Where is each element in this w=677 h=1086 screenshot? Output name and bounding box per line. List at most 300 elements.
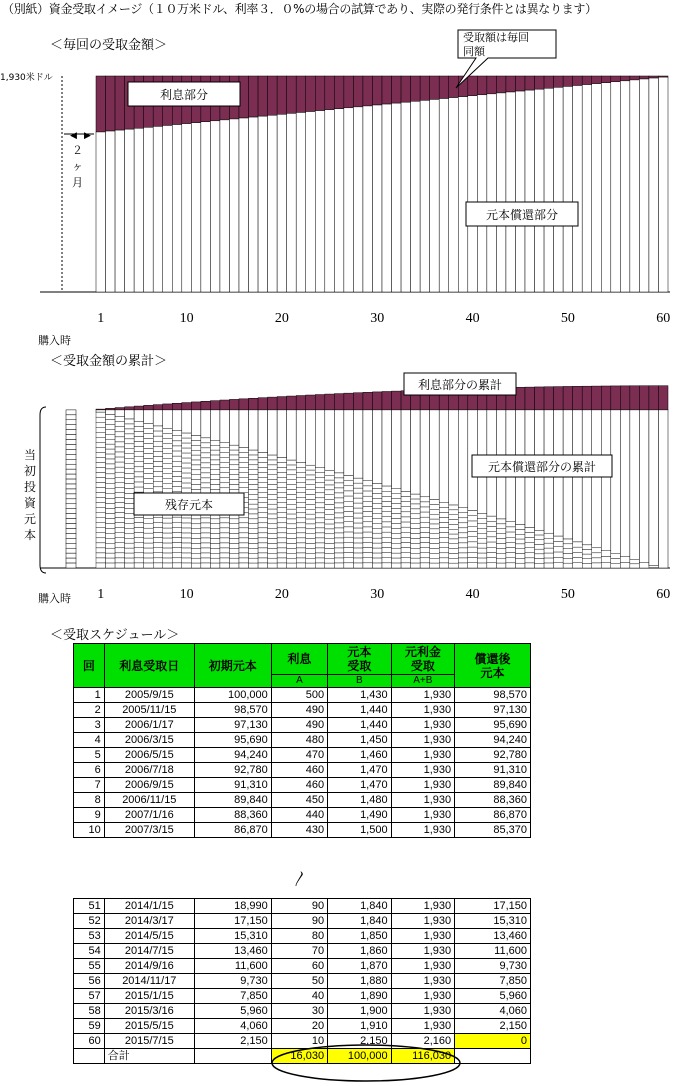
chart1-principal-bar: [401, 102, 411, 292]
chart2-remaining-cell: [315, 473, 325, 478]
chart2-remaining-cell: [353, 533, 363, 538]
chart2-interest-bar: [535, 387, 545, 410]
total-cell: [74, 1049, 105, 1064]
chart2-remaining-cell: [115, 538, 125, 543]
chart2-remaining-cell: [430, 500, 440, 505]
chart2-remaining-cell: [134, 457, 144, 462]
table-cell: 2015/3/16: [104, 1004, 194, 1019]
chart2-remaining-cell: [449, 510, 459, 515]
chart2-remaining-cell: [353, 523, 363, 528]
chart2-remaining-cell: [458, 538, 468, 543]
chart2-remaining-cell: [372, 548, 382, 553]
chart1-interest-bar: [325, 76, 335, 110]
chart2-initial-cell: [66, 415, 76, 420]
chart2-interest-bar: [392, 391, 402, 410]
chart2-interest-bar: [249, 398, 259, 410]
chart2-remaining-cell: [496, 563, 506, 568]
chart2-remaining-cell: [325, 563, 335, 568]
table-cell: 5,960: [455, 989, 531, 1004]
chart2-remaining-cell: [153, 538, 163, 543]
chart2-remaining-cell: [106, 459, 116, 464]
table-cell: 97,130: [455, 703, 531, 718]
table-row: [74, 959, 531, 974]
table-cell: 1,930: [391, 808, 455, 823]
chart2-remaining-cell: [382, 542, 392, 547]
chart1-interest-bar: [353, 76, 363, 107]
chart2-principal-bar: [315, 410, 325, 468]
chart1-principal-bar: [382, 104, 392, 292]
chart1-principal-bar: [439, 98, 449, 292]
chart2-remaining-cell: [392, 553, 402, 558]
table-row: [74, 1019, 531, 1034]
chart2-interest-bar: [239, 399, 249, 410]
table-row: [74, 899, 531, 914]
table-cell: 1,930: [391, 914, 455, 929]
table-cell: 10: [74, 823, 105, 838]
chart2-remaining-cell: [191, 553, 201, 558]
chart2-interest-bar: [382, 391, 392, 409]
chart2-remaining-cell: [411, 553, 421, 558]
chart2-remaining-cell: [163, 473, 173, 478]
chart2-remaining-cell: [382, 507, 392, 512]
chart2-remaining-cell: [258, 488, 268, 493]
chart2-principal-bar: [411, 410, 421, 494]
chart2-remaining-cell: [220, 478, 230, 483]
chart2-remaining-cell: [134, 431, 144, 436]
table-cell: 1,470: [328, 778, 392, 793]
chart2-remaining-cell: [363, 496, 373, 501]
chart1-interest-bar: [496, 76, 506, 93]
chart1-interest-bar: [649, 76, 659, 78]
chart2-remaining-cell: [363, 532, 373, 537]
chart2-remaining-cell: [96, 548, 106, 553]
chart2-remaining-cell: [506, 547, 516, 552]
chart2-remaining-cell: [115, 553, 125, 558]
chart2-remaining-cell: [372, 493, 382, 498]
chart2-remaining-cell: [430, 519, 440, 524]
chart2-remaining-cell: [220, 548, 230, 553]
table-cell: 2014/5/15: [104, 929, 194, 944]
chart2-remaining-cell: [268, 465, 278, 470]
chart2-remaining-cell: [306, 553, 316, 558]
chart1-principal-bar: [449, 98, 459, 292]
chart2-remaining-cell: [134, 472, 144, 477]
chart2-remaining-cell: [172, 537, 182, 542]
table-cell: 0: [455, 1034, 531, 1049]
chart2-remaining-cell: [401, 553, 411, 558]
chart1-principal-bar: [525, 90, 535, 292]
table-cell: 1,930: [391, 899, 455, 914]
chart2-remaining-cell: [125, 523, 135, 528]
chart2-remaining-cell: [496, 534, 506, 539]
chart2-remaining-cell: [411, 529, 421, 534]
chart2-initial-cell: [66, 499, 76, 504]
chart2-remaining-cell: [277, 538, 287, 543]
chart2-remaining-cell: [496, 529, 506, 534]
chart2-remaining-cell: [125, 484, 135, 489]
chart2-remaining-cell: [411, 504, 421, 509]
chart2-remaining-cell: [182, 553, 192, 558]
chart1-principal-bar: [639, 79, 649, 292]
table-cell: 2007/1/16: [104, 808, 194, 823]
chart2-interest-bar: [315, 395, 325, 410]
chart2-remaining-cell: [191, 440, 201, 445]
chart2-remaining-cell: [220, 473, 230, 478]
chart2-remaining-cell: [506, 532, 516, 537]
chart2-x-tick: 50: [560, 587, 575, 602]
chart2-remaining-cell: [172, 446, 182, 451]
chart1-interest-bar: [306, 76, 316, 112]
chart2-interest-bar: [334, 394, 344, 410]
chart2-remaining-cell: [172, 431, 182, 436]
table-cell: 490: [271, 703, 327, 718]
chart2-remaining-cell: [382, 496, 392, 501]
chart2-principal-bar: [392, 410, 402, 489]
table-cell: 89,840: [194, 793, 271, 808]
table-cell: 1,930: [391, 703, 455, 718]
chart2-remaining-cell: [220, 518, 230, 523]
chart2-initial-cell: [66, 459, 76, 464]
chart2-remaining-cell: [106, 444, 116, 449]
chart2-remaining-cell: [153, 548, 163, 553]
chart2-remaining-cell: [277, 473, 287, 478]
chart2-remaining-cell: [163, 458, 173, 463]
chart2-remaining-cell: [220, 468, 230, 473]
chart2-remaining-cell: [191, 524, 201, 529]
chart2-remaining-cell: [163, 528, 173, 533]
chart2-remaining-cell: [296, 463, 306, 468]
chart1-principal-bar: [420, 100, 430, 292]
chart2-remaining-cell: [315, 493, 325, 498]
chart2-remaining-cell: [258, 518, 268, 523]
chart2-remaining-cell: [182, 483, 192, 488]
chart2-remaining-cell: [115, 543, 125, 548]
chart2-remaining-cell: [420, 507, 430, 512]
chart2-remaining-cell: [106, 548, 116, 553]
chart2-remaining-cell: [515, 558, 525, 563]
table-cell: 1,440: [328, 718, 392, 733]
chart2-remaining-cell: [411, 543, 421, 548]
chart2-remaining-cell: [153, 543, 163, 548]
chart2-remaining-cell: [334, 498, 344, 503]
chart2-remaining-cell: [201, 523, 211, 528]
chart2-interest-bar: [258, 398, 268, 410]
chart2-interest-bar: [268, 397, 278, 410]
chart2-remaining-cell: [172, 527, 182, 532]
chart2-remaining-cell: [287, 499, 297, 504]
chart2-remaining-cell: [153, 467, 163, 472]
chart2-initial-label-char: 初: [24, 464, 37, 478]
chart2-remaining-cell: [506, 537, 516, 542]
table-cell: 1,890: [328, 989, 392, 1004]
chart2-interest-bar: [153, 405, 163, 410]
chart1-principal-bar: [277, 114, 287, 292]
chart2-remaining-cell: [392, 489, 402, 494]
chart2-remaining-cell: [239, 538, 249, 543]
chart2-remaining-cell: [96, 427, 106, 432]
chart2-remaining-cell: [106, 523, 116, 528]
chart2-remaining-cell: [296, 528, 306, 533]
chart1-interest-bar: [106, 76, 116, 131]
chart2-remaining-cell: [144, 463, 154, 468]
chart2-remaining-label: 残存元本: [164, 498, 214, 512]
chart2-remaining-cell: [477, 528, 487, 533]
chart2-remaining-cell: [344, 522, 354, 527]
chart2-remaining-cell: [439, 563, 449, 568]
chart2-initial-cell: [66, 543, 76, 548]
chart2-remaining-cell: [106, 509, 116, 514]
table-cell: 30: [271, 1004, 327, 1019]
schedule-title: ＜受取スケジュール＞: [50, 628, 180, 643]
chart2-remaining-cell: [582, 559, 592, 564]
total-cell: [194, 1049, 271, 1064]
chart2-remaining-cell: [535, 535, 545, 540]
chart2-remaining-cell: [201, 438, 211, 443]
chart2-remaining-cell: [315, 513, 325, 518]
chart2-remaining-cell: [163, 523, 173, 528]
chart2-remaining-cell: [96, 518, 106, 523]
chart2-remaining-cell: [249, 480, 259, 485]
chart2-remaining-cell: [220, 563, 230, 568]
chart2-remaining-cell: [268, 534, 278, 539]
chart2-remaining-cell: [592, 563, 602, 568]
chart2-remaining-cell: [334, 473, 344, 478]
chart2-remaining-cell: [420, 512, 430, 517]
chart2-remaining-cell: [125, 538, 135, 543]
chart2-remaining-cell: [134, 528, 144, 533]
chart2-remaining-cell: [363, 506, 373, 511]
chart2-principal-bar: [163, 410, 173, 428]
chart2-remaining-cell: [325, 514, 335, 519]
chart2-remaining-cell: [420, 538, 430, 543]
chart2-remaining-cell: [172, 558, 182, 563]
chart2-remaining-cell: [353, 538, 363, 543]
table-cell: 20: [271, 1019, 327, 1034]
chart1-principal-bar: [172, 125, 182, 292]
chart2-remaining-cell: [210, 543, 220, 548]
chart2-principal-bar: [296, 410, 306, 463]
chart2-remaining-cell: [134, 487, 144, 492]
chart2-remaining-cell: [344, 537, 354, 542]
chart2-remaining-cell: [125, 498, 135, 503]
table-cell: 2006/3/15: [104, 733, 194, 748]
chart2-remaining-cell: [344, 532, 354, 537]
chart2-remaining-cell: [229, 460, 239, 465]
chart2-remaining-cell: [96, 503, 106, 508]
chart1-principal-bar: [658, 77, 668, 292]
chart2-remaining-cell: [496, 539, 506, 544]
chart2-remaining-cell: [277, 478, 287, 483]
chart2-remaining-cell: [153, 532, 163, 537]
chart2-remaining-cell: [392, 509, 402, 514]
chart2-remaining-cell: [458, 548, 468, 553]
chart2-remaining-cell: [287, 485, 297, 490]
chart2-remaining-cell: [372, 533, 382, 538]
chart2-remaining-cell: [296, 468, 306, 473]
table-cell: 2,160: [391, 1034, 455, 1049]
chart2-remaining-cell: [334, 478, 344, 483]
chart2-remaining-cell: [430, 524, 440, 529]
chart2-remaining-cell: [153, 472, 163, 477]
chart2-remaining-cell: [287, 524, 297, 529]
chart2-principal-bar: [658, 410, 668, 568]
chart2-remaining-cell: [229, 445, 239, 450]
chart2-remaining-cell: [106, 454, 116, 459]
chart2-principal-bar: [220, 410, 230, 443]
page-title: （別紙）資金受取イメージ（１０万米ドル、利率３．０%の場合の試算であり、実際の発行条件とは異なります）: [2, 2, 597, 16]
chart1-gap-label-3: 月: [72, 176, 83, 189]
chart2-remaining-cell: [96, 543, 106, 548]
sub-header-b: B: [328, 675, 392, 688]
chart2-remaining-cell: [382, 558, 392, 563]
chart2-remaining-cell: [325, 509, 335, 514]
chart2-remaining-cell: [96, 558, 106, 563]
chart2-remaining-cell: [220, 448, 230, 453]
chart2-remaining-cell: [401, 548, 411, 553]
chart2-remaining-cell: [172, 532, 182, 537]
chart2-principal-bar: [382, 410, 392, 486]
chart2-remaining-cell: [229, 539, 239, 544]
chart2-remaining-cell: [449, 520, 459, 525]
chart2-remaining-cell: [258, 553, 268, 558]
chart2-remaining-cell: [249, 475, 259, 480]
chart2-remaining-cell: [201, 453, 211, 458]
table-cell: 70: [271, 944, 327, 959]
chart2-initial-brace: [40, 407, 46, 573]
table-row: [74, 823, 531, 838]
chart2-remaining-cell: [229, 484, 239, 489]
chart2-remaining-cell: [430, 509, 440, 514]
chart2-remaining-cell: [163, 538, 173, 543]
chart2-remaining-cell: [249, 455, 259, 460]
chart1-interest-bar: [592, 76, 602, 84]
chart2-remaining-cell: [277, 533, 287, 538]
chart2-remaining-cell: [630, 560, 640, 564]
chart2-remaining-cell: [382, 553, 392, 558]
chart2-remaining-cell: [392, 499, 402, 504]
chart2-remaining-cell: [401, 497, 411, 502]
chart2-remaining-cell: [134, 421, 144, 426]
chart2-remaining-cell: [315, 523, 325, 528]
chart2-remaining-cell: [334, 523, 344, 528]
chart2-remaining-cell: [458, 533, 468, 538]
chart2-remaining-cell: [544, 563, 554, 568]
chart2-remaining-cell: [306, 470, 316, 475]
chart2-remaining-cell: [487, 516, 497, 521]
chart2-x-tick: 60: [656, 587, 671, 602]
chart2-remaining-cell: [239, 543, 249, 548]
chart1-purchase-label: 購入時: [38, 334, 71, 347]
chart2-principal-bar: [630, 410, 640, 560]
chart2-remaining-cell: [153, 558, 163, 563]
chart2-remaining-cell: [287, 509, 297, 514]
chart2-remaining-cell: [515, 539, 525, 544]
chart2-remaining-cell: [106, 429, 116, 434]
chart2-remaining-cell: [439, 548, 449, 553]
chart2-remaining-cell: [191, 435, 201, 440]
chart2-remaining-cell: [535, 563, 545, 568]
chart2-remaining-cell: [268, 553, 278, 558]
chart2-remaining-cell: [115, 427, 125, 432]
chart2-remaining-cell: [296, 483, 306, 488]
chart2-remaining-cell: [363, 542, 373, 547]
chart2-remaining-cell: [468, 537, 478, 542]
chart2-remaining-cell: [592, 553, 602, 558]
chart2-remaining-cell: [411, 563, 421, 568]
chart2-remaining-cell: [353, 483, 363, 488]
chart2-remaining-cell: [210, 548, 220, 553]
table-cell: 10: [271, 1034, 327, 1049]
chart2-initial-cell: [66, 484, 76, 489]
chart2-remaining-cell: [115, 477, 125, 482]
chart1-interest-bar: [392, 76, 402, 103]
chart2-remaining-cell: [134, 558, 144, 563]
col-header-principal-l2: 受取: [347, 659, 372, 673]
chart2-remaining-cell: [401, 512, 411, 517]
chart2-remaining-cell: [115, 558, 125, 563]
table-cell: 86,870: [194, 823, 271, 838]
chart2-remaining-cell: [153, 456, 163, 461]
chart2-remaining-cell: [201, 478, 211, 483]
chart2-remaining-cell: [449, 539, 459, 544]
chart2-principal-bar: [372, 410, 382, 484]
chart2-principal-bar: [172, 410, 182, 431]
chart2-remaining-cell: [544, 543, 554, 548]
chart2-remaining-cell: [258, 538, 268, 543]
chart2-remaining-cell: [163, 533, 173, 538]
chart2-remaining-cell: [144, 528, 154, 533]
table-cell: 94,240: [194, 748, 271, 763]
chart2-remaining-cell: [382, 517, 392, 522]
chart2-interest-bar: [630, 386, 640, 410]
chart2-remaining-cell: [96, 478, 106, 483]
chart2-remaining-cell: [96, 498, 106, 503]
chart2-interest-bar: [325, 394, 335, 410]
chart2-x-tick: 1: [97, 587, 105, 602]
chart2-remaining-cell: [191, 485, 201, 490]
chart2-remaining-cell: [182, 488, 192, 493]
chart2-principal-bar: [420, 410, 430, 497]
chart2-remaining-cell: [449, 563, 459, 568]
chart2-remaining-cell: [477, 533, 487, 538]
chart2-remaining-cell: [115, 417, 125, 422]
chart2-remaining-cell: [106, 469, 116, 474]
chart2-remaining-cell: [334, 488, 344, 493]
chart1-interest-bar: [258, 76, 268, 116]
chart2-remaining-cell: [353, 493, 363, 498]
chart2-svg: [0, 345, 677, 615]
chart1-principal-bar: [334, 109, 344, 292]
chart2-remaining-cell: [96, 533, 106, 538]
chart2-principal-bar: [306, 410, 316, 465]
chart2-remaining-cell: [210, 534, 220, 539]
table-cell: 2014/1/15: [104, 899, 194, 914]
chart2-remaining-cell: [115, 497, 125, 502]
chart2-remaining-cell: [430, 544, 440, 549]
chart2-remaining-cell: [268, 460, 278, 465]
chart2-remaining-cell: [249, 553, 259, 558]
chart2-remaining-cell: [125, 419, 135, 424]
chart2-remaining-cell: [315, 553, 325, 558]
chart2-remaining-cell: [134, 538, 144, 543]
chart2-remaining-cell: [210, 440, 220, 445]
chart2-remaining-cell: [496, 548, 506, 553]
chart2-remaining-cell: [525, 527, 535, 532]
chart2-remaining-cell: [506, 553, 516, 558]
chart2-remaining-cell: [106, 563, 116, 568]
chart2-remaining-cell: [163, 553, 173, 558]
table-row: [74, 778, 531, 793]
